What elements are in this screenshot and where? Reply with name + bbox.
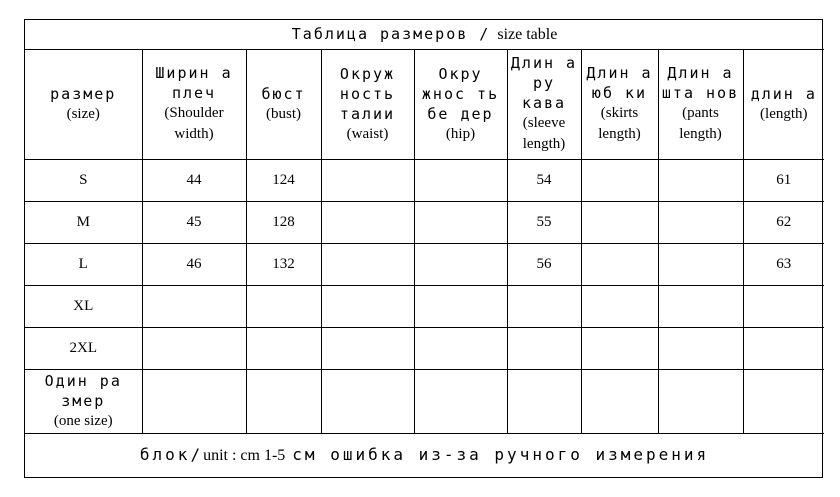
header-length bbox=[743, 49, 824, 159]
cell-skirt bbox=[581, 201, 658, 243]
table-row bbox=[25, 327, 824, 369]
footer-part2: unit : cm 1-5 bbox=[203, 446, 286, 464]
cell-pants bbox=[658, 243, 743, 285]
cell-sleeve bbox=[507, 285, 581, 327]
title-row bbox=[25, 20, 824, 49]
table-row bbox=[25, 285, 824, 327]
header-sleeve-length-en: (sleeve length) bbox=[522, 115, 566, 153]
cell-waist bbox=[321, 285, 414, 327]
cell-skirt bbox=[581, 243, 658, 285]
cell-skirt bbox=[581, 160, 658, 202]
header-bust-en: (bust) bbox=[266, 105, 301, 122]
header-size-en: (size) bbox=[66, 105, 100, 122]
cell-waist bbox=[321, 327, 414, 369]
cell-shoulder bbox=[142, 327, 246, 369]
cell-pants bbox=[658, 160, 743, 202]
cell-bust: 128 bbox=[246, 201, 321, 243]
table-row bbox=[25, 201, 824, 243]
table-row-one-size bbox=[25, 369, 824, 433]
header-waist-en: (waist) bbox=[346, 125, 389, 142]
footer-row bbox=[25, 433, 824, 477]
cell-bust bbox=[246, 285, 321, 327]
cell-size: S bbox=[25, 160, 142, 202]
header-pants-length-ru: Длин а шта нов bbox=[661, 64, 740, 103]
cell-bust bbox=[246, 327, 321, 369]
cell-waist bbox=[321, 369, 414, 433]
cell-pants bbox=[658, 327, 743, 369]
title-ru: Таблица размеров / bbox=[291, 24, 491, 43]
cell-pants bbox=[658, 285, 743, 327]
cell-length: 61 bbox=[743, 160, 824, 202]
cell-hip bbox=[414, 243, 507, 285]
header-shoulder-width-en: (Shoulder width) bbox=[164, 105, 224, 143]
cell-hip bbox=[414, 160, 507, 202]
cell-hip bbox=[414, 201, 507, 243]
header-shoulder-width-ru: Ширин а плеч bbox=[155, 64, 233, 103]
cell-length: 62 bbox=[743, 201, 824, 243]
header-skirt-length-en: (skirts length) bbox=[598, 105, 641, 143]
cell-sleeve: 56 bbox=[507, 243, 581, 285]
cell-sleeve bbox=[507, 369, 581, 433]
header-hip bbox=[414, 49, 507, 159]
one-size-ru: Один ра змер bbox=[44, 371, 122, 410]
cell-sleeve: 55 bbox=[507, 201, 581, 243]
header-sleeve-length bbox=[507, 49, 581, 159]
cell-bust bbox=[246, 369, 321, 433]
footer-part1: блок/ bbox=[139, 444, 204, 464]
header-bust bbox=[246, 49, 321, 159]
table-title bbox=[25, 20, 824, 49]
footer-part3: см ошибка из-за ручного измерения bbox=[292, 444, 710, 464]
cell-size: L bbox=[25, 243, 142, 285]
cell-bust: 132 bbox=[246, 243, 321, 285]
cell-shoulder: 46 bbox=[142, 243, 246, 285]
header-pants-length bbox=[658, 49, 743, 159]
header-size-ru: размер bbox=[50, 84, 117, 103]
cell-size: XL bbox=[25, 285, 142, 327]
cell-hip bbox=[414, 369, 507, 433]
cell-length: 63 bbox=[743, 243, 824, 285]
header-size bbox=[25, 49, 142, 159]
header-bust-ru: бюст bbox=[261, 84, 306, 103]
cell-waist bbox=[321, 201, 414, 243]
header-length-ru: длин а bbox=[750, 84, 817, 103]
header-sleeve-length-ru: Длин а ру кава bbox=[510, 54, 578, 113]
header-waist-ru: Окруж ность талии bbox=[339, 64, 396, 123]
table-row bbox=[25, 160, 824, 202]
cell-pants bbox=[658, 369, 743, 433]
header-skirt-length bbox=[581, 49, 658, 159]
cell-sleeve bbox=[507, 327, 581, 369]
cell-size: M bbox=[25, 201, 142, 243]
header-skirt-length-ru: Длин а юб ки bbox=[586, 64, 653, 103]
size-table bbox=[25, 20, 824, 477]
table-row bbox=[25, 243, 824, 285]
cell-bust: 124 bbox=[246, 160, 321, 202]
cell-skirt bbox=[581, 369, 658, 433]
cell-shoulder: 44 bbox=[142, 160, 246, 202]
header-shoulder-width bbox=[142, 49, 246, 159]
cell-skirt bbox=[581, 327, 658, 369]
cell-shoulder bbox=[142, 285, 246, 327]
title-en: size table bbox=[497, 25, 558, 43]
cell-length bbox=[743, 285, 824, 327]
header-pants-length-en: (pants length) bbox=[679, 105, 722, 143]
header-waist bbox=[321, 49, 414, 159]
cell-length bbox=[743, 327, 824, 369]
size-table-sheet bbox=[24, 19, 823, 478]
cell-length bbox=[743, 369, 824, 433]
cell-size: 2XL bbox=[25, 327, 142, 369]
cell-sleeve: 54 bbox=[507, 160, 581, 202]
header-hip-ru: Окру жнос ть бе дер bbox=[421, 64, 500, 123]
cell-waist bbox=[321, 160, 414, 202]
header-row bbox=[25, 49, 824, 159]
header-length-en: (length) bbox=[760, 105, 808, 122]
cell-hip bbox=[414, 327, 507, 369]
header-hip-en: (hip) bbox=[445, 125, 476, 142]
one-size-en: (one size) bbox=[53, 412, 113, 429]
measurement-note bbox=[25, 433, 824, 477]
cell-hip bbox=[414, 285, 507, 327]
cell-pants bbox=[658, 201, 743, 243]
cell-one-size bbox=[25, 369, 142, 433]
cell-shoulder: 45 bbox=[142, 201, 246, 243]
cell-shoulder bbox=[142, 369, 246, 433]
cell-waist bbox=[321, 243, 414, 285]
cell-skirt bbox=[581, 285, 658, 327]
